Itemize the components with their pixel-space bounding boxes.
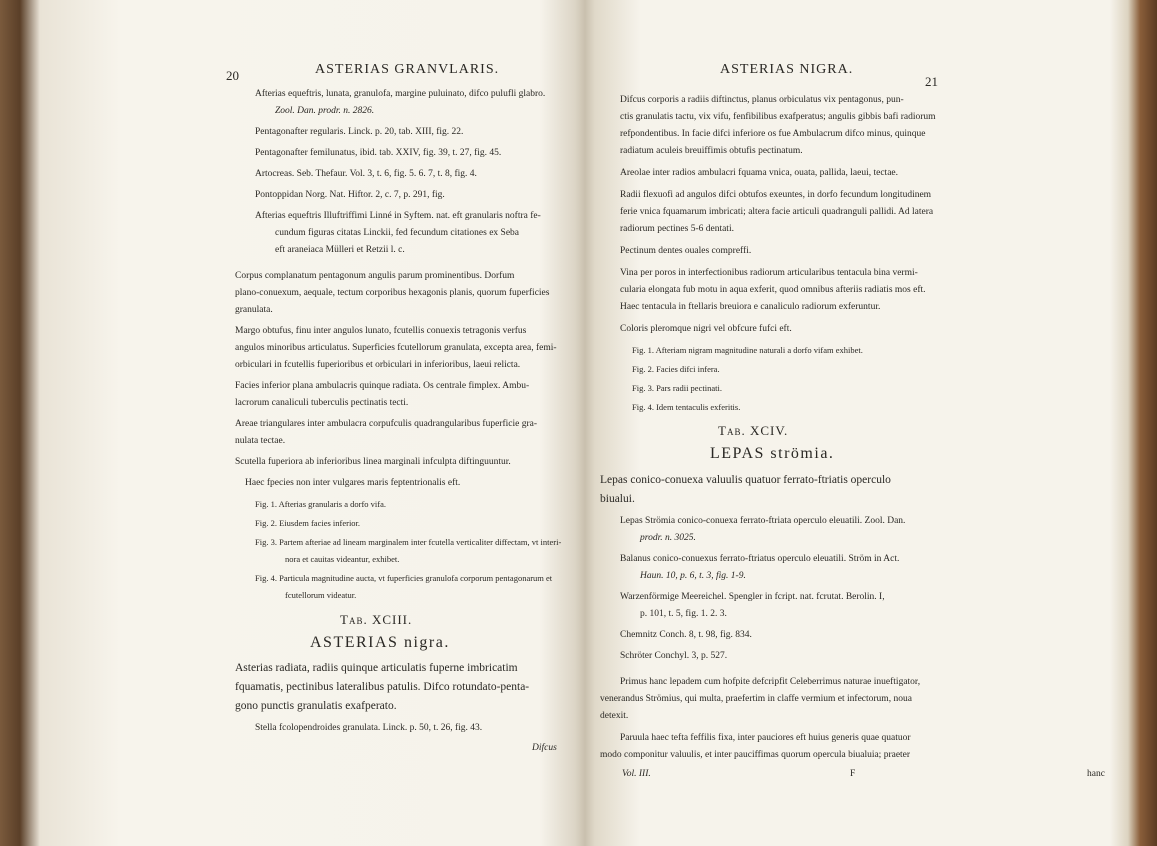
body-line: lacrorum canaliculi tuberculis pectinatis tecti.: [235, 398, 409, 408]
figure-caption: Fig. 1. Afterias granularis a dorfo vifa.: [255, 499, 387, 509]
synonym-line: Stella fcolopendroides granulata. Linck. p. 50, t. 26, fig. 43.: [255, 723, 483, 733]
note-line: cundum figuras citatas Linckii, fed fecundum citationes ex Seba: [275, 228, 520, 238]
page-number: 20: [226, 68, 239, 83]
body-line: ferie vnica fquamarum imbricati; altera facie articuli quadranguli pallidi. Ad latera: [620, 207, 934, 217]
body-line: Radii flexuofi ad angulos difci obtufos exeuntes, in dorfo fecundum longitudinem: [620, 190, 932, 200]
body-line: Scutella fuperiora ab inferioribus linea marginali infculpta diftinguuntur.: [235, 457, 511, 467]
synonym-line: Warzenförmige Meereichel. Spengler in fcript. nat. fcrutat. Berolin. I,: [620, 592, 885, 602]
body-line: cularia elongata fub motu in aqua exferit, quod omnibus afteriis radiatis mos eft.: [620, 285, 926, 295]
figure-caption: Fig. 1. Afteriam nigram magnitudine naturali a dorfo vifam exhibet.: [632, 345, 863, 355]
body-line: Vina per poros in interfectionibus radiorum articularibus tentacula bina vermi-: [620, 268, 918, 278]
species-heading: LEPAS strömia.: [710, 445, 835, 462]
figure-caption: Fig. 2. Facies difci infera.: [632, 364, 720, 374]
body-line: Areolae inter radios ambulacri fquama vnica, ouata, pallida, laeui, tectae.: [620, 168, 899, 178]
note-line: eft araneiaca Mülleri et Retzii l. c.: [275, 245, 405, 255]
synonym-line: Pontoppidan Norg. Nat. Hiftor. 2, c. 7, p. 291, fig.: [255, 190, 445, 200]
figure-caption: Fig. 2. Eiusdem facies inferior.: [255, 518, 361, 528]
body-line: Haec fpecies non inter vulgares maris feptentrionalis eft.: [245, 478, 461, 488]
body-line: Coloris pleromque nigri vel obfcure fufci eft.: [620, 324, 792, 334]
body-line: ctis granulatis tactu, vix vifu, fenfibilibus exafperatus; angulis gibbis bafi radiorum: [620, 112, 936, 122]
figure-caption: Fig. 4. Particula magnitudine aucta, vt fuperficies granulofa corporum pentagonarum et: [255, 573, 553, 583]
body-line: plano-conuexum, aequale, tectum corporibus hexagonis planis, quorum fuperficies: [235, 288, 550, 298]
body-line: Areae triangulares inter ambulacra corpufculis quadrangularibus fuperficie gra-: [235, 419, 538, 429]
diagnosis-line: fquamatis, pectinibus lateralibus patulis. Difco rotundato-penta-: [235, 681, 530, 693]
left-page: [40, 0, 575, 846]
running-head: ASTERIAS GRANVLARIS.: [315, 62, 500, 77]
signature-mark: F: [850, 769, 856, 779]
running-head: ASTERIAS NIGRA.: [720, 62, 854, 77]
diagnosis-line: gono punctis granulatis exafperato.: [235, 700, 397, 712]
diagnosis-line: Lepas conico-conuexa valuulis quatuor ferrato-ftriatis operculo: [600, 474, 891, 486]
synonym-line: prodr. n. 3025.: [640, 533, 696, 543]
body-line: detexit.: [600, 711, 629, 721]
synonym-line: p. 101, t. 5, fig. 1. 2. 3.: [640, 609, 727, 619]
body-line: nulata tectae.: [235, 436, 286, 446]
synonym-line: Balanus conico-conuexus ferrato-ftriatus operculo eleuatili. Ström in Act.: [620, 554, 900, 564]
right-page: [592, 0, 1137, 846]
body-line: Difcus corporis a radiis diftinctus, planus orbiculatus vix pentagonus, pun-: [620, 95, 904, 105]
figure-caption: Fig. 3. Partem afteriae ad lineam marginalem inter fcutella verticaliter diffectam, vt interi-: [255, 537, 562, 547]
synonym-line: Lepas Strömia conico-conuexa ferrato-ftriata operculo eleuatili. Zool. Dan.: [620, 516, 906, 526]
body-line: orbiculari in fcutellis fuperioribus et orbiculari in inferioribus, laeui relicta.: [235, 360, 521, 370]
body-line: Paruula haec tefta feffilis fixa, inter pauciores eft huius generis quae quatuor: [620, 733, 911, 743]
plate-heading: Tab. XCIV.: [718, 423, 789, 438]
synonym-line: Pentagonafter regularis. Linck. p. 20, tab. XIII, fig. 22.: [255, 127, 464, 137]
figure-caption: Fig. 3. Pars radii pectinati.: [632, 383, 722, 393]
figure-caption: Fig. 4. Idem tentaculis exferitis.: [632, 402, 741, 412]
body-line: venerandus Strömius, qui multa, praefertim in claffe vermium et infectorum, noua: [600, 694, 912, 704]
synonym-line: Haun. 10, p. 6, t. 3, fig. 1-9.: [640, 571, 746, 581]
body-line: angulos minoribus articulatus. Superficies fcutellorum granulata, excepta area, femi-: [235, 343, 557, 353]
note-line: Afterias equeftris Illuftriffimi Linné in Syftem. nat. eft granularis noftra fe-: [255, 211, 541, 221]
body-line: radiatum aculeis breuiffimis obtufis pectinatum.: [620, 146, 803, 156]
body-line: radiorum pectines 5-6 dentati.: [620, 224, 734, 234]
catchword: hanc: [1087, 769, 1105, 779]
figure-caption: nora et cauitas videantur, exhibet.: [285, 554, 400, 564]
figure-caption: fcutellorum videatur.: [285, 590, 357, 600]
body-line: refpondentibus. In facie difci inferiore os fue Ambulacrum difco minus, quinque: [620, 129, 926, 139]
page-number: 21: [925, 74, 938, 89]
synonym-line: Artocreas. Seb. Thefaur. Vol. 3, t. 6, fig. 5. 6. 7, t. 8, fig. 4.: [255, 169, 477, 179]
species-heading: ASTERIAS nigra.: [310, 634, 450, 651]
body-line: Primus hanc lepadem cum hofpite defcripfit Celeberrimus naturae inueftigator,: [620, 677, 921, 687]
plate-heading: Tab. XCIII.: [340, 612, 413, 627]
body-line: Haec tentacula in ftellaris breuiora e canaliculo radiorum exferuntur.: [620, 302, 881, 312]
body-line: Pectinum dentes ouales compreffi.: [620, 246, 752, 256]
volume-label: Vol. III.: [622, 769, 651, 779]
synonym-line: Schröter Conchyl. 3, p. 527.: [620, 651, 728, 661]
diagnosis-line: Asterias radiata, radiis quinque articulatis fuperne imbricatim: [235, 662, 518, 674]
synonym-line: Chemnitz Conch. 8, t. 98, fig. 834.: [620, 630, 752, 640]
synonym-line: Afterias equeftris, lunata, granulofa, margine puluinato, difco pulufli glabro.: [255, 89, 546, 99]
diagnosis-line: biualui.: [600, 493, 635, 505]
body-line: modo componitur valuulis, et inter pauciffimas quorum opercula biualuia; praeter: [600, 750, 911, 760]
synonym-line: Zool. Dan. prodr. n. 2826.: [275, 106, 375, 116]
body-line: Corpus complanatum pentagonum angulis parum prominentibus. Dorfum: [235, 271, 515, 281]
body-line: Margo obtufus, finu inter angulos lunato, fcutellis conuexis tetragonis verfus: [235, 326, 527, 336]
catchword: Difcus: [532, 743, 557, 753]
body-line: granulata.: [235, 305, 273, 315]
body-line: Facies inferior plana ambulacris quinque radiata. Os centrale fimplex. Ambu-: [235, 381, 530, 391]
synonym-line: Pentagonafter femilunatus, ibid. tab. XXIV, fig. 39, t. 27, fig. 45.: [255, 148, 502, 158]
